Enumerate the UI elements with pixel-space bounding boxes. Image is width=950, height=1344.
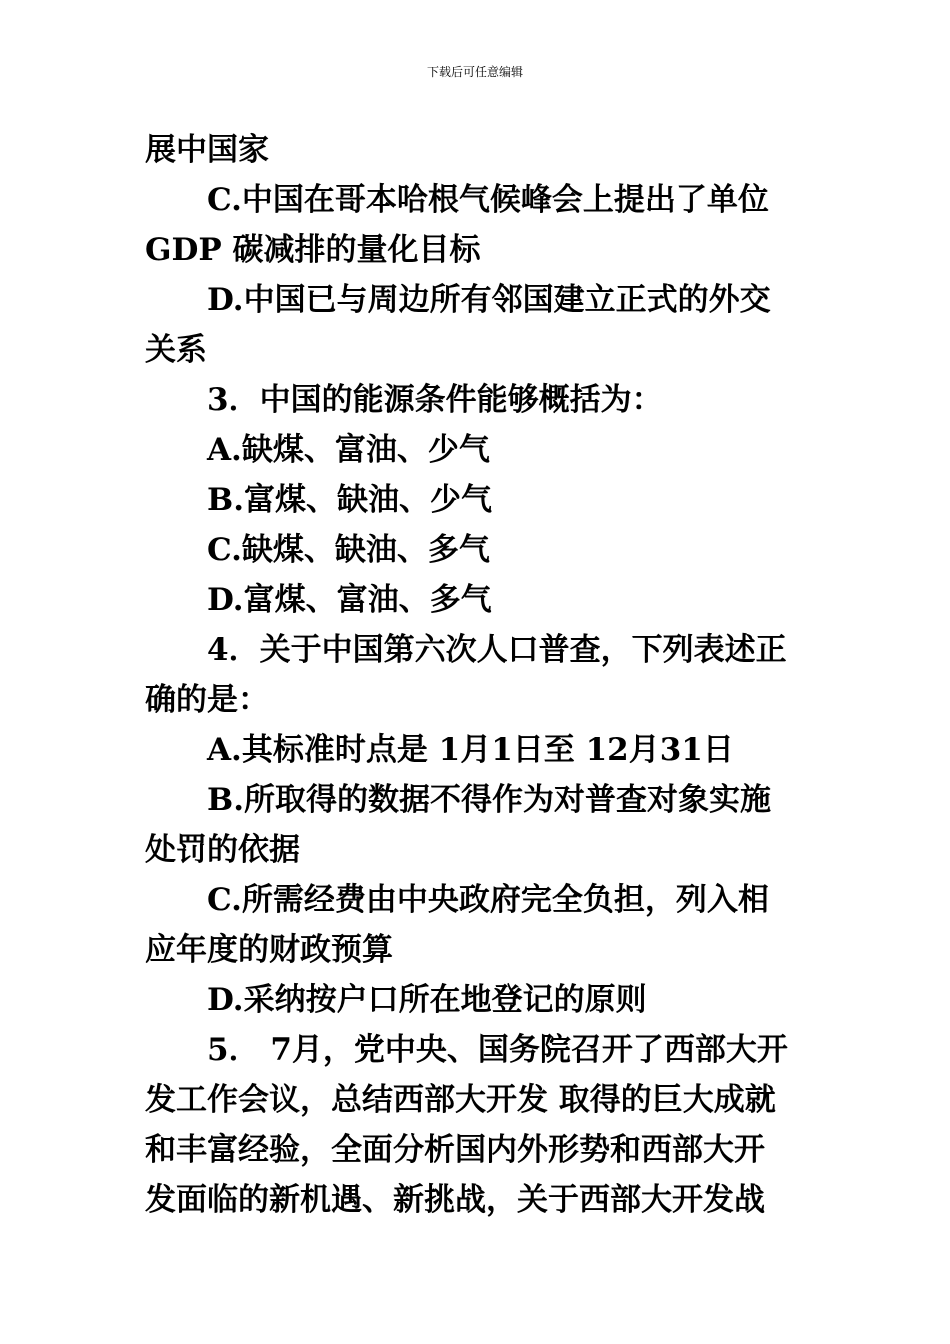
text-line: 关系	[145, 332, 207, 368]
q4-option-a: A.其标准时点是 1月1日至 12月31日	[207, 732, 734, 768]
q3-option-c: C.缺煤、缺油、多气	[207, 532, 490, 568]
page-header-note: 下载后可任意编辑	[426, 65, 523, 79]
q4-option-d: D.采纳按户口所在地登记的原则	[207, 982, 647, 1018]
option-d-line: D.中国已与周边所有邻国建立正式的外交	[207, 282, 771, 318]
option-c-line: C.中国在哥本哈根气候峰会上提出了单位	[207, 182, 769, 218]
question-5: 5． 7月，党中央、国务院召开了西部大开	[207, 1032, 788, 1068]
document-body	[145, 125, 810, 1225]
q4-option-b: B.所取得的数据不得作为对普查对象实施	[207, 782, 771, 818]
text-line: 应年度的财政预算	[145, 932, 393, 968]
text-line: 处罚的依据	[145, 832, 300, 868]
text-line: 和丰富经验，全面分析国内外形势和西部大开	[145, 1132, 765, 1168]
text-line: 发工作会议，总结西部大开发 取得的巨大成就	[145, 1082, 776, 1118]
q3-option-a: A.缺煤、富油、少气	[207, 432, 490, 468]
text-line: GDP 碳减排的量化目标	[145, 232, 481, 268]
q3-option-b: B.富煤、缺油、少气	[207, 482, 492, 518]
question-3: 3．中国的能源条件能够概括为：	[207, 382, 663, 418]
question-4: 4．关于中国第六次人口普查，下列表述正	[207, 632, 787, 668]
q4-option-c: C.所需经费由中央政府完全负担，列入相	[207, 882, 769, 918]
text-line: 发面临的新机遇、新挑战，关于西部大开发战	[145, 1182, 765, 1218]
q3-option-d: D.富煤、富油、多气	[207, 582, 492, 618]
text-line: 展中国家	[145, 132, 269, 168]
text-line: 确的是：	[145, 682, 269, 718]
